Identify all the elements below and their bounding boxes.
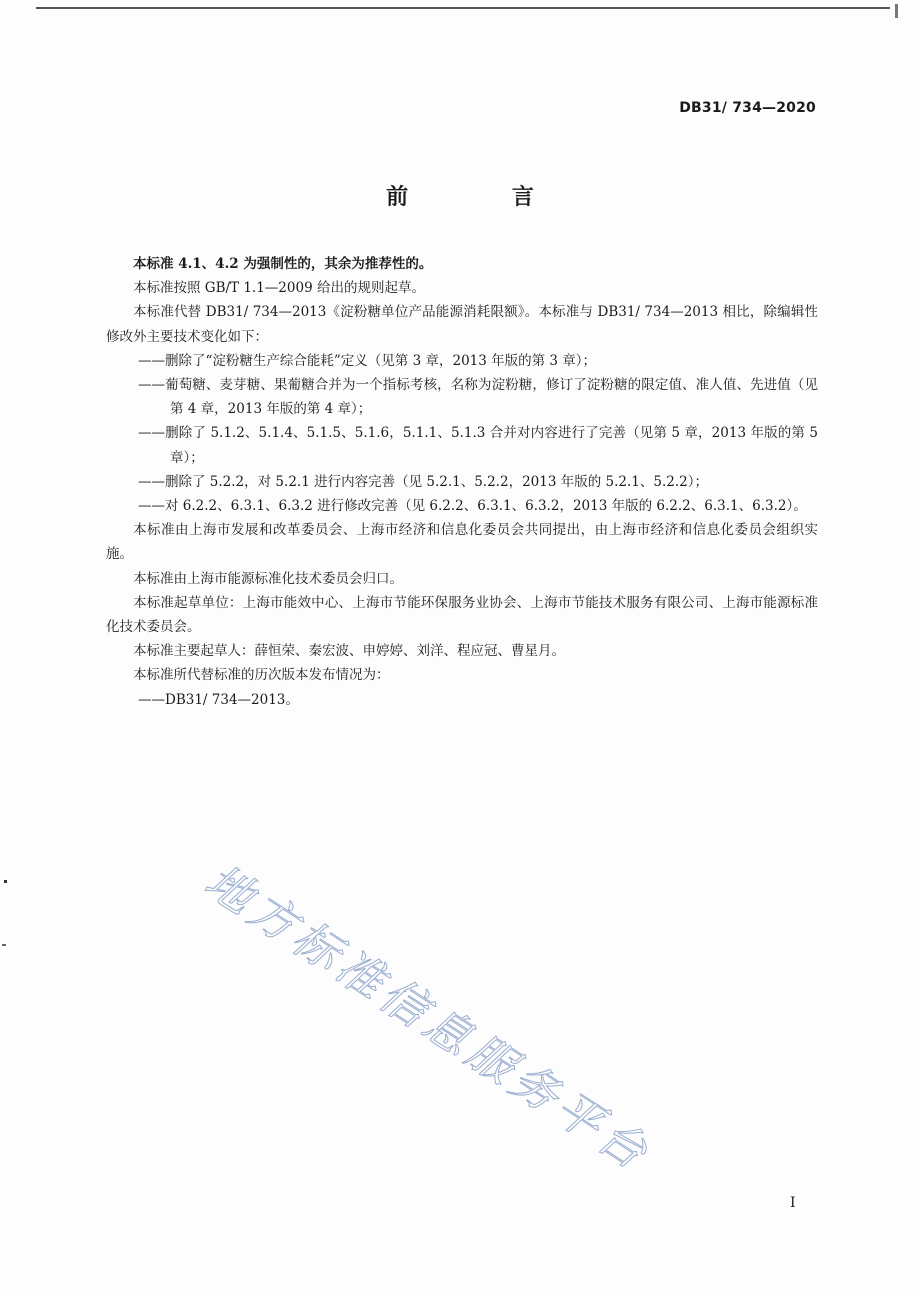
scan-speck	[4, 880, 7, 883]
top-scan-border	[36, 7, 890, 9]
paragraph-history-intro: 本标准所代替标准的历次版本发布情况为：	[133, 667, 390, 684]
paragraph-proposer: 本标准由上海市发展和改革委员会、上海市经济和信息化委员会共同提出，由上海市经济和信息化委员会组织实施。	[106, 522, 818, 563]
paragraph-drafting-units: 本标准起草单位：上海市能效中心、上海市节能环保服务业协会、上海市节能技术服务有限公司、上海市能源标准化技术委员会。	[106, 594, 818, 636]
paragraph-drafters: 本标准主要起草人：薛恒荣、秦宏波、申婷婷、刘洋、程应冠、曹星月。	[133, 643, 565, 660]
history-item: ——DB31/ 734—2013。	[138, 691, 299, 708]
document-code: DB31/ 734—2020	[679, 100, 816, 116]
top-scan-corner	[895, 4, 898, 18]
paragraph-drafting-rules: 本标准按照 GB/T 1.1—2009 给出的规则起草。	[133, 280, 425, 297]
change-item: ——删除了 5.1.2、5.1.4、5.1.5、5.1.6，5.1.1、5.1.3 合并对内容进行了完善（见第 5 章，2013 年版的第 5 章）；	[138, 425, 818, 466]
change-item: ——删除了 5.2.2，对 5.2.1 进行内容完善（见 5.2.1、5.2.2，2013 年版的 5.2.1、5.2.2）；	[138, 473, 708, 490]
change-item: ——删除了“淀粉糖生产综合能耗”定义（见第 3 章，2013 年版的第 3 章）；	[138, 352, 597, 369]
page-number: I	[790, 1195, 796, 1211]
page-title: 前 言	[386, 185, 582, 210]
watermark-text: 地方标准信息服务平台	[195, 853, 662, 1183]
scan-speck	[2, 944, 6, 946]
paragraph-mandatory: 本标准 4.1、4.2 为强制性的，其余为推荐性的。	[133, 256, 433, 272]
foreword-body	[106, 252, 818, 712]
change-item: ——葡萄糖、麦芽糖、果葡糖合并为一个指标考核，名称为淀粉糖，修订了淀粉糖的限定值、准人值、先进值（见第 4 章，2013 年版的第 4 章）；	[138, 377, 818, 418]
paragraph-centralized: 本标准由上海市能源标准化技术委员会归口。	[133, 570, 403, 587]
paragraph-replacement: 本标准代替 DB31/ 734—2013《淀粉糖单位产品能源消耗限额》。本标准与 DB31/ 734—2013 相比，除编辑性修改外主要技术变化如下：	[106, 304, 818, 345]
change-item: ——对 6.2.2、6.3.1、6.3.2 进行修改完善（见 6.2.2、6.3.1、6.3.2，2013 年版的 6.2.2、6.3.1、6.3.2）。	[138, 498, 807, 515]
